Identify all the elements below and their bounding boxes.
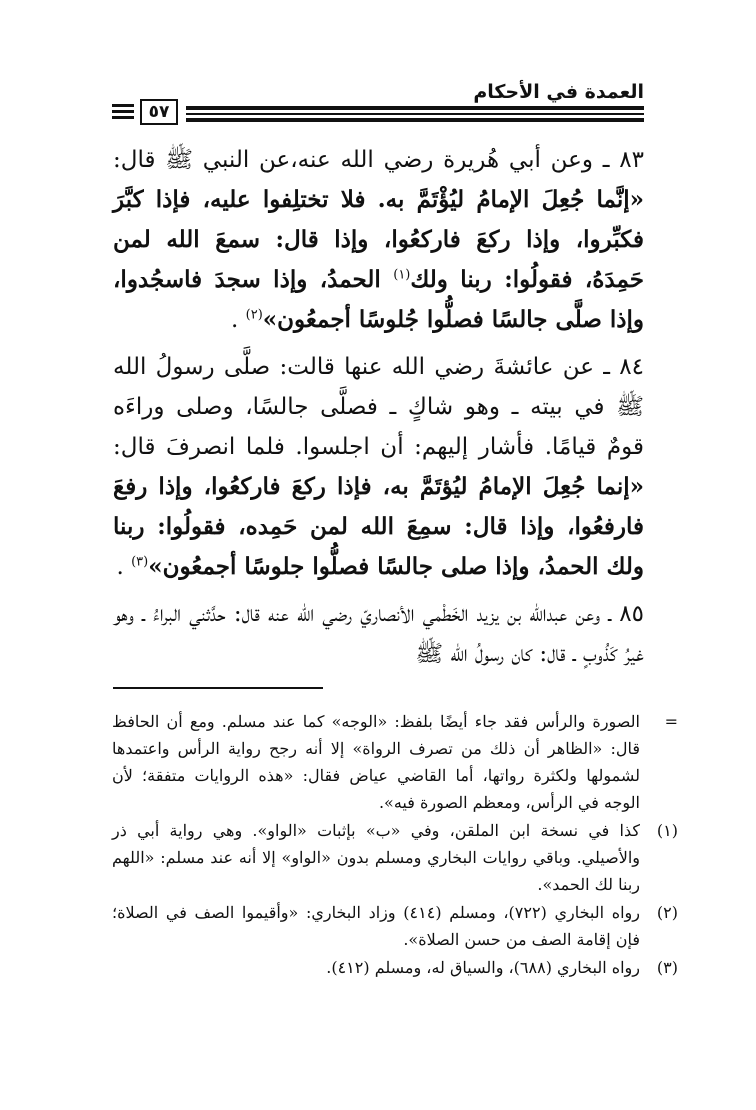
page-number: ٥٧ <box>140 99 178 125</box>
sentence-end: . <box>231 307 246 333</box>
hadith-intro: ـ وعن أبي هُريرة رضي الله عنه،عن النبي ﷺ قال: <box>113 147 620 173</box>
hadith-number: ٨٤ <box>619 354 644 380</box>
footnote-3 <box>112 954 678 981</box>
footnote-1 <box>112 817 678 898</box>
main-text <box>113 140 644 681</box>
footnote-ref: (١) <box>393 267 411 283</box>
hadith-84 <box>113 347 644 587</box>
hadith-quote-rest: الحمدُ، وإذا سجدَ فاسجُدوا، وإذا صلَّى جالسًا فصلُّوا جُلوسًا أجمعُون» <box>113 266 644 333</box>
footnote-marker: (٢) <box>656 903 678 922</box>
footnote-marker: (٣) <box>656 958 678 977</box>
hadith-85 <box>113 594 644 674</box>
header-rule <box>186 118 644 122</box>
footnote-2 <box>112 899 678 953</box>
footnotes <box>112 708 678 982</box>
hadith-text: ـ وعن عبدالله بن يزيد الخَطْمي الأنصاريّ رضي الله عنه قال: حدَّثني البراءُ ـ وهو غيرُ كَذُوبٍ ـ قال: كان رسولُ الله ﷺ <box>113 601 644 667</box>
footnote-ref: (٢) <box>245 307 263 323</box>
header-rule <box>186 113 644 115</box>
footnote-marker: = <box>664 712 678 731</box>
hadith-quote: «إنَّما جُعِلَ الإمامُ ليُؤْتَمَّ به. فلا تختلِفوا عليه، فإذا كبَّرَ فكبِّروا، وإذا ركعَ فاركعُوا، وإذا قال: سمعَ الله لمن حَمِدَهُ، فقولُوا: ربنا ولك <box>113 186 644 293</box>
sentence-end: . <box>116 554 132 580</box>
footnote-continued <box>112 708 678 816</box>
footnote-text: رواه البخاري (٧٢٢)، ومسلم (٤١٤) وزاد البخاري: «وأقيموا الصف في الصلاة؛ فإن إقامة الصف من حسن الصلاة». <box>112 903 641 949</box>
footnote-text: كذا في نسخة ابن الملقن، وفي «ب» بإثبات «الواو». وهي رواية أبي ذر والأصيلي. وباقي روايات البخاري ومسلم بدون «الواو» إلا أنه عند مسلم: «اللهم ربنا لك الحمد». <box>112 821 640 894</box>
hadith-number: ٨٥ <box>619 601 644 627</box>
footnote-separator <box>113 687 323 689</box>
footnote-marker: (١) <box>656 821 678 840</box>
running-header-title: العمدة في الأحكام <box>473 81 644 103</box>
hadith-intro: ـ عن عائشةَ رضي الله عنها قالت: صلَّى رسولُ الله ﷺ في بيته ـ وهو شاكٍ ـ فصلَّى جالسًا، وصلى وراءَه قومٌ قيامًا. فأشار إليهم: أن اجلسوا. فلما انصرفَ قال: <box>113 354 644 460</box>
hadith-number: ٨٣ <box>619 147 644 173</box>
footnote-text: الصورة والرأس فقد جاء أيضًا بلفظ: «الوجه» كما عند مسلم. ومع أن الحافظ قال: «الظاهر أن ذلك من تصرف الرواة» إلا أنه رجح رواية الرأس واعتمدها لشمولها ولكثرة رواتها، أما القاضي عياض فقال: «هذه الروايات متفقة؛ لأن الوجه في الرأس، ومعظم الصورة فيه». <box>112 712 640 812</box>
hadith-83 <box>113 140 644 340</box>
hadith-quote: «إنما جُعِلَ الإمامُ ليُؤتَمَّ به، فإذا ركعَ فاركعُوا، وإذا رفعَ فارفعُوا، وإذا قال: سمِعَ الله لمن حَمِده، فقولُوا: ربنا ولك الحمدُ، وإذا صلى جالسًا فصلُّوا جلوسًا أجمعُون» <box>113 473 644 580</box>
page-number-ornament <box>112 104 134 122</box>
header-rule <box>186 106 644 110</box>
footnote-ref: (٣) <box>131 554 149 570</box>
footnote-text: رواه البخاري (٦٨٨)، والسياق له، ومسلم (٤١٢). <box>326 958 640 977</box>
